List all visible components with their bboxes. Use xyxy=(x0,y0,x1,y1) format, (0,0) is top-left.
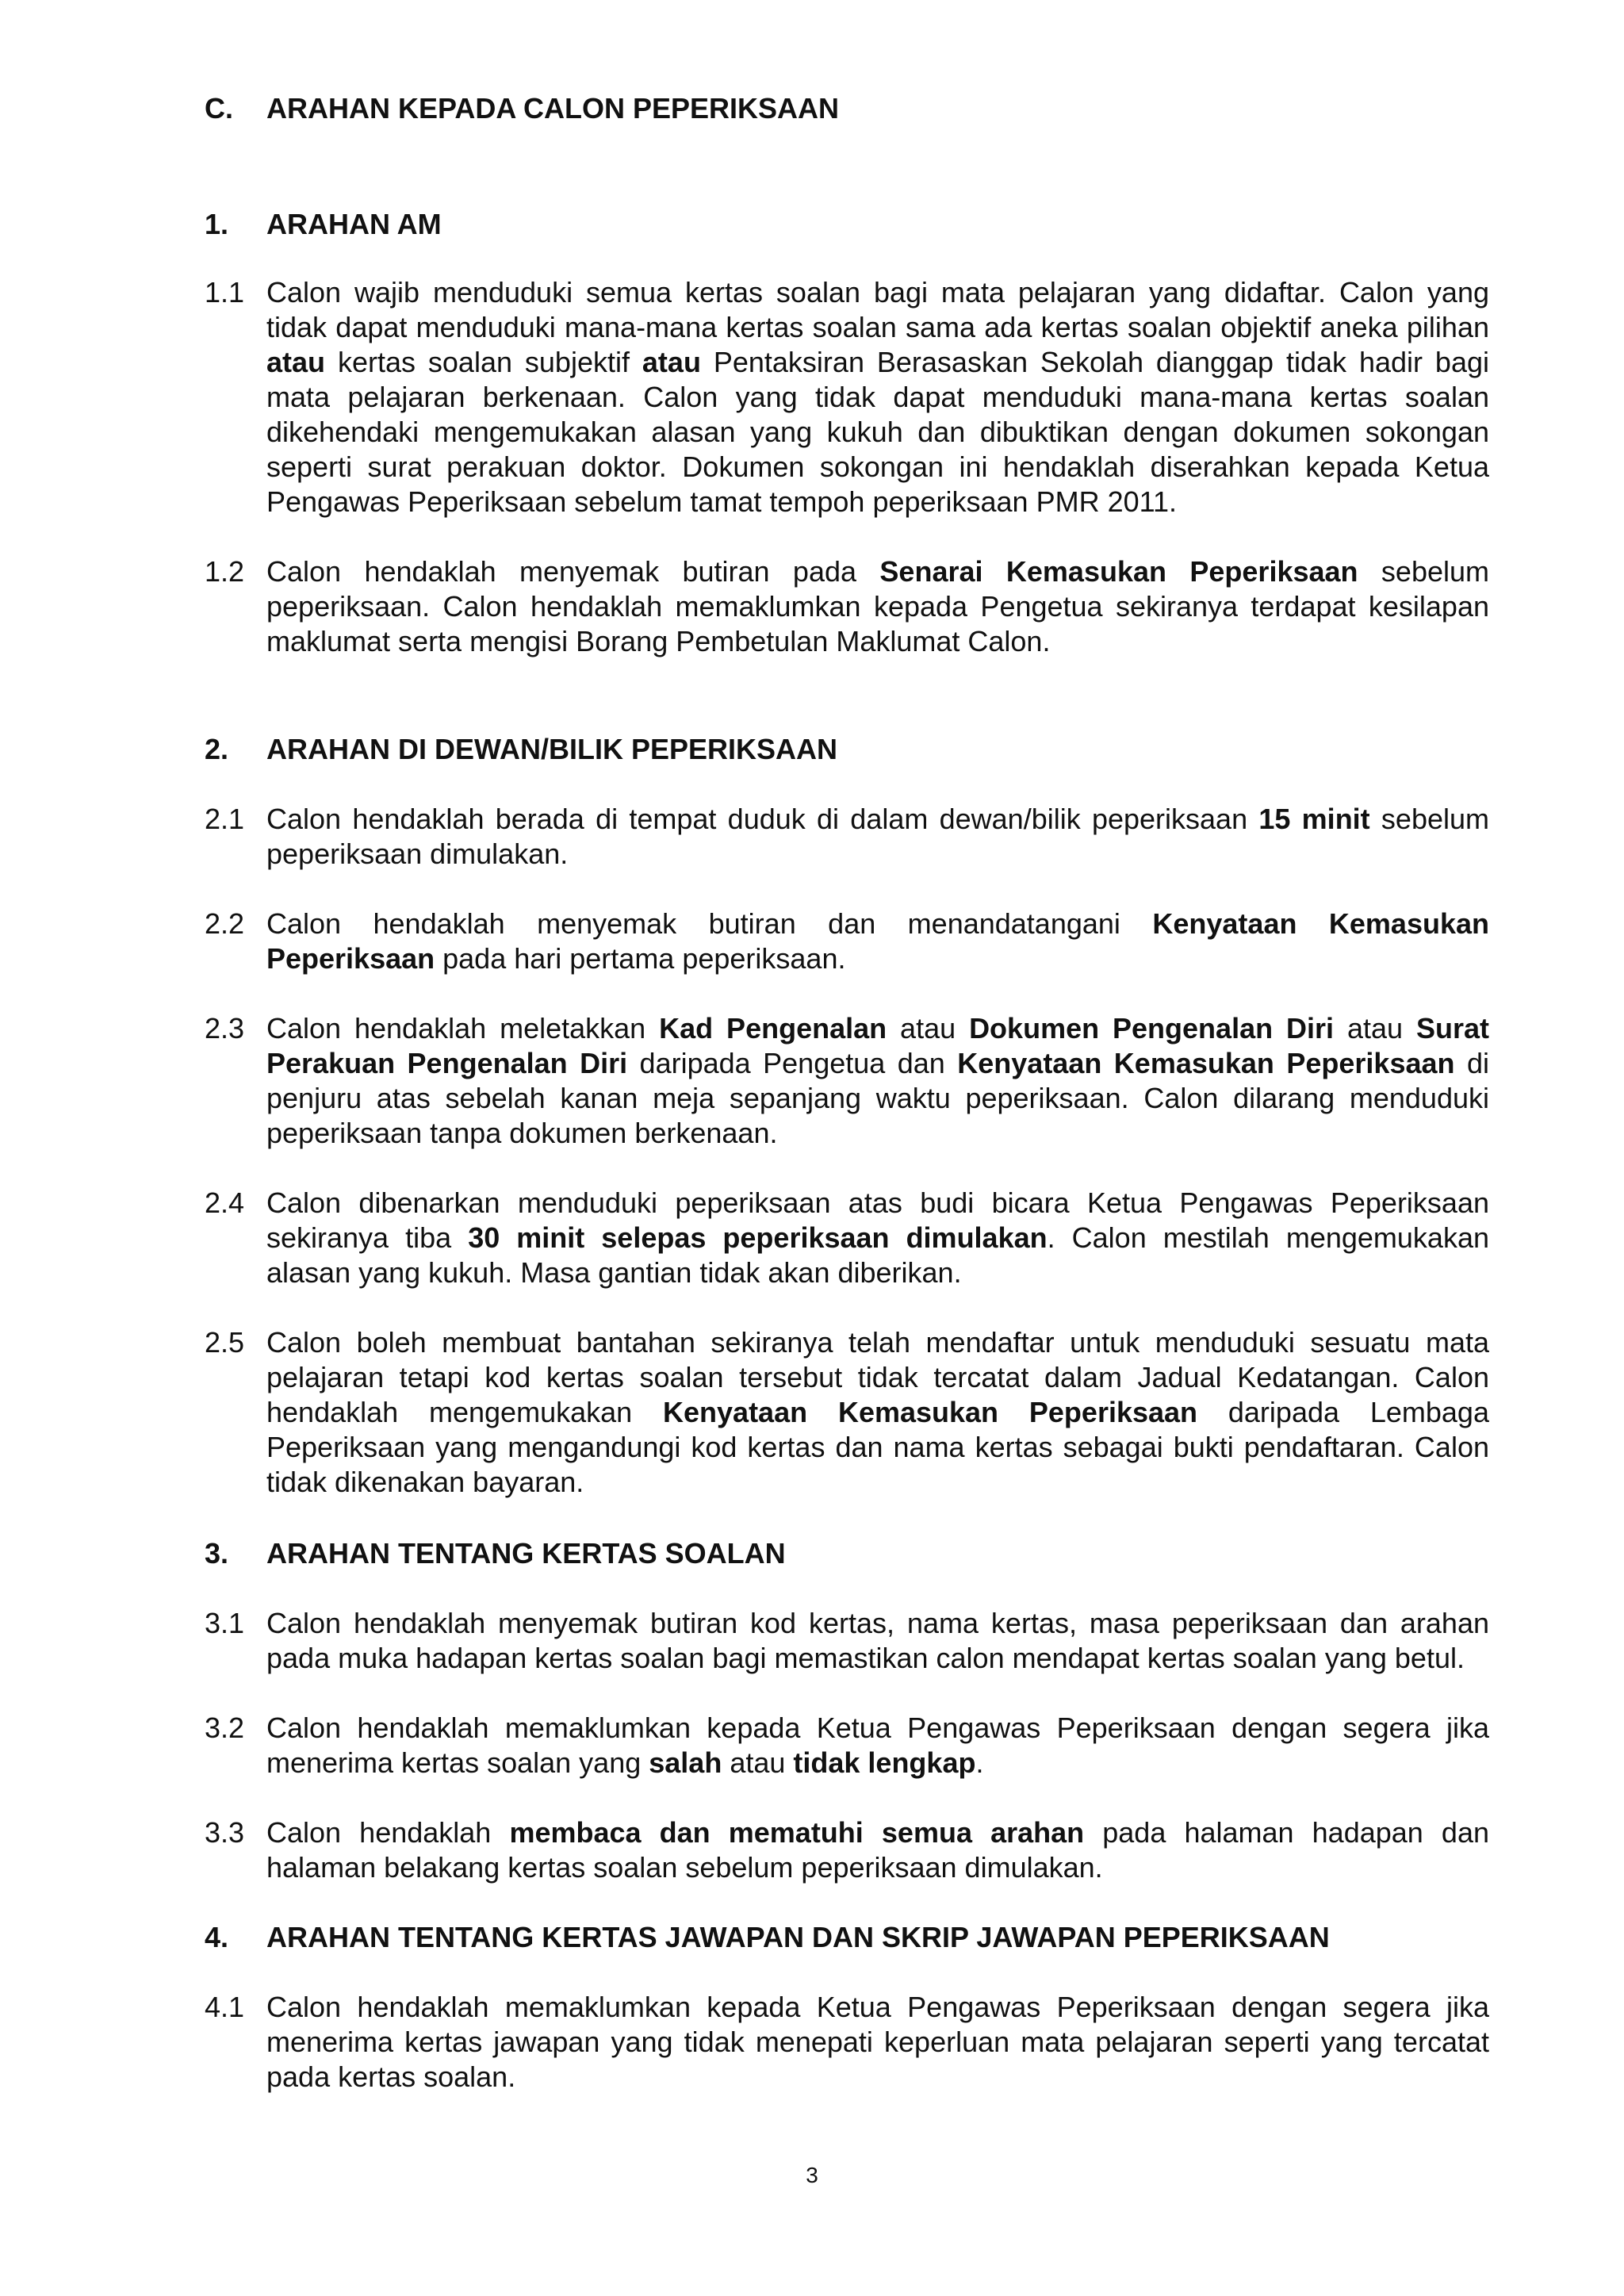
bold-phrase: atau xyxy=(642,346,701,378)
item-list xyxy=(205,1990,1489,2095)
section-title-text: ARAHAN TENTANG KERTAS JAWAPAN DAN SKRIP JAWAPAN PEPERIKSAAN xyxy=(266,1921,1330,1953)
text-run: daripada Pengetua dan xyxy=(627,1047,958,1079)
list-item xyxy=(205,554,1489,659)
section-title-text: ARAHAN TENTANG KERTAS SOALAN xyxy=(266,1537,786,1570)
list-item xyxy=(205,1011,1489,1151)
text-run: Calon hendaklah menyemak butiran kod kertas, nama kertas, masa peperiksaan dan arahan pada muka hadapan kertas soalan bagi memastikan calon mendapat kertas soalan yang betul. xyxy=(266,1607,1489,1674)
item-list xyxy=(205,275,1489,659)
bold-phrase: Surat Perakuan Pengenalan Diri xyxy=(266,1012,1489,1079)
item-number: 3.2 xyxy=(205,1711,245,1744)
text-run: Calon hendaklah menyemak butiran dan menandatangani xyxy=(266,907,1153,940)
list-item xyxy=(205,1711,1489,1780)
section-1 xyxy=(205,207,1489,659)
item-number: 1.1 xyxy=(205,276,245,309)
list-item xyxy=(205,275,1489,519)
bold-phrase: membaca dan mematuhi semua arahan xyxy=(509,1816,1085,1849)
item-number: 2.1 xyxy=(205,803,245,835)
item-number: 2.5 xyxy=(205,1326,245,1359)
section-heading xyxy=(205,1536,1489,1571)
item-text xyxy=(266,1325,1489,1500)
section-title-text: ARAHAN AM xyxy=(266,208,442,240)
item-number: 2.3 xyxy=(205,1012,245,1045)
item-number: 4.1 xyxy=(205,1991,245,2023)
section-number: 3. xyxy=(205,1537,229,1570)
item-number: 3.1 xyxy=(205,1607,245,1639)
text-run: Calon hendaklah meletakkan xyxy=(266,1012,660,1045)
bold-phrase: tidak lengkap xyxy=(793,1746,976,1779)
item-text xyxy=(266,1815,1489,1885)
item-text xyxy=(266,554,1489,659)
text-run: sebelum peperiksaan dimulakan. xyxy=(266,803,1490,870)
bold-phrase: atau xyxy=(266,346,326,378)
item-list xyxy=(205,802,1489,1500)
text-run: pada halaman hadapan dan halaman belakang kertas soalan sebelum peperiksaan dimulakan. xyxy=(266,1816,1489,1884)
item-text xyxy=(266,1011,1489,1151)
bold-phrase: Kenyataan Kemasukan Peperiksaan xyxy=(266,907,1489,975)
text-run: Calon wajib menduduki semua kertas soalan bagi mata pelajaran yang didaftar. Calon yang tidak dapat menduduki mana-mana kertas soalan sama ada kertas soalan objektif aneka pilihan xyxy=(266,276,1489,343)
text-run: atau xyxy=(887,1012,970,1045)
text-run: atau xyxy=(722,1746,794,1779)
main-title-number: C. xyxy=(205,92,233,125)
list-item xyxy=(205,802,1489,872)
page-number: 3 xyxy=(806,2163,818,2187)
item-text xyxy=(266,1990,1489,2095)
section-3 xyxy=(205,1536,1489,1885)
section-heading xyxy=(205,1920,1489,1955)
section-heading xyxy=(205,207,1489,242)
list-item xyxy=(205,1186,1489,1290)
list-item xyxy=(205,1815,1489,1885)
item-number: 2.2 xyxy=(205,907,245,940)
bold-phrase: Kenyataan Kemasukan Peperiksaan xyxy=(663,1396,1198,1428)
bold-phrase: Dokumen Pengenalan Diri xyxy=(969,1012,1335,1045)
text-run: Calon boleh membuat bantahan sekiranya telah mendaftar untuk menduduki sesuatu mata pelajaran tetapi kod kertas soalan tersebut tidak tercatat dalam Jadual Kedatangan. Calon hendaklah mengemukakan xyxy=(266,1326,1489,1428)
text-run: atau xyxy=(1334,1012,1416,1045)
item-number: 2.4 xyxy=(205,1186,245,1219)
item-number: 3.3 xyxy=(205,1816,245,1849)
item-text xyxy=(266,907,1489,976)
item-text xyxy=(266,1186,1489,1290)
text-run: . Calon mestilah mengemukakan alasan yang kukuh. Masa gantian tidak akan diberikan. xyxy=(266,1221,1489,1289)
text-run: pada hari pertama peperiksaan. xyxy=(435,942,846,975)
bold-phrase: Kad Pengenalan xyxy=(659,1012,887,1045)
section-number: 1. xyxy=(205,208,229,240)
section-heading xyxy=(205,732,1489,767)
main-title xyxy=(205,91,1489,126)
sections xyxy=(205,207,1489,2095)
list-item xyxy=(205,907,1489,976)
list-item xyxy=(205,1325,1489,1500)
item-list xyxy=(205,1606,1489,1885)
text-run: daripada Lembaga Peperiksaan yang mengandungi kod kertas dan nama kertas sebagai bukti pendaftaran. Calon tidak dikenakan bayaran. xyxy=(266,1396,1489,1498)
bold-phrase: Kenyataan Kemasukan Peperiksaan xyxy=(957,1047,1455,1079)
section-number: 2. xyxy=(205,733,229,765)
text-run: Calon hendaklah memaklumkan kepada Ketua Pengawas Peperiksaan dengan segera jika menerima kertas soalan yang xyxy=(266,1711,1489,1779)
item-text xyxy=(266,802,1489,872)
text-run: . xyxy=(975,1746,984,1779)
section-2 xyxy=(205,732,1489,1500)
section-title-text: ARAHAN DI DEWAN/BILIK PEPERIKSAAN xyxy=(266,733,838,765)
item-text xyxy=(266,1606,1489,1676)
item-text xyxy=(266,275,1489,519)
main-title-text: ARAHAN KEPADA CALON PEPERIKSAAN xyxy=(266,92,840,125)
bold-phrase: 30 minit selepas peperiksaan dimulakan xyxy=(468,1221,1048,1254)
text-run: Calon hendaklah berada di tempat duduk di dalam dewan/bilik peperiksaan xyxy=(266,803,1259,835)
bold-phrase: 15 minit xyxy=(1258,803,1370,835)
section-number: 4. xyxy=(205,1921,229,1953)
text-run: di penjuru atas sebelah kanan meja sepanjang waktu peperiksaan. Calon dilarang menduduki peperiksaan tanpa dokumen berkenaan. xyxy=(266,1047,1489,1149)
text-run: Calon hendaklah menyemak butiran pada xyxy=(266,555,880,588)
text-run: Calon hendaklah memaklumkan kepada Ketua Pengawas Peperiksaan dengan segera jika menerima kertas jawapan yang tidak menepati keperluan mata pelajaran seperti yang tercatat pada kertas soalan. xyxy=(266,1991,1489,2093)
text-run: Calon hendaklah xyxy=(266,1816,510,1849)
list-item xyxy=(205,1990,1489,2095)
bold-phrase: Senarai Kemasukan Peperiksaan xyxy=(879,555,1358,588)
section-4 xyxy=(205,1920,1489,2095)
item-text xyxy=(266,1711,1489,1780)
list-item xyxy=(205,1606,1489,1676)
item-number: 1.2 xyxy=(205,555,245,588)
bold-phrase: salah xyxy=(649,1746,722,1779)
text-run: kertas soalan subjektif xyxy=(325,346,642,378)
text-run: Calon dibenarkan menduduki peperiksaan atas budi bicara Ketua Pengawas Peperiksaan sekiranya tiba xyxy=(266,1186,1489,1254)
text-run: Pentaksiran Berasaskan Sekolah dianggap tidak hadir bagi mata pelajaran berkenaan. Calon yang tidak dapat menduduki mana-mana kertas soalan dikehendaki mengemukakan alasan yang kukuh dan dibuktikan dengan dokumen sokongan seperti surat perakuan doktor. Dokumen sokongan ini hendaklah diserahkan kepada Ketua Pengawas Peperiksaan sebelum tamat tempoh peperiksaan PMR 2011. xyxy=(266,346,1489,518)
text-run: sebelum peperiksaan. Calon hendaklah memaklumkan kepada Pengetua sekiranya terdapat kesilapan maklumat serta mengisi Borang Pembetulan Maklumat Calon. xyxy=(266,555,1489,657)
